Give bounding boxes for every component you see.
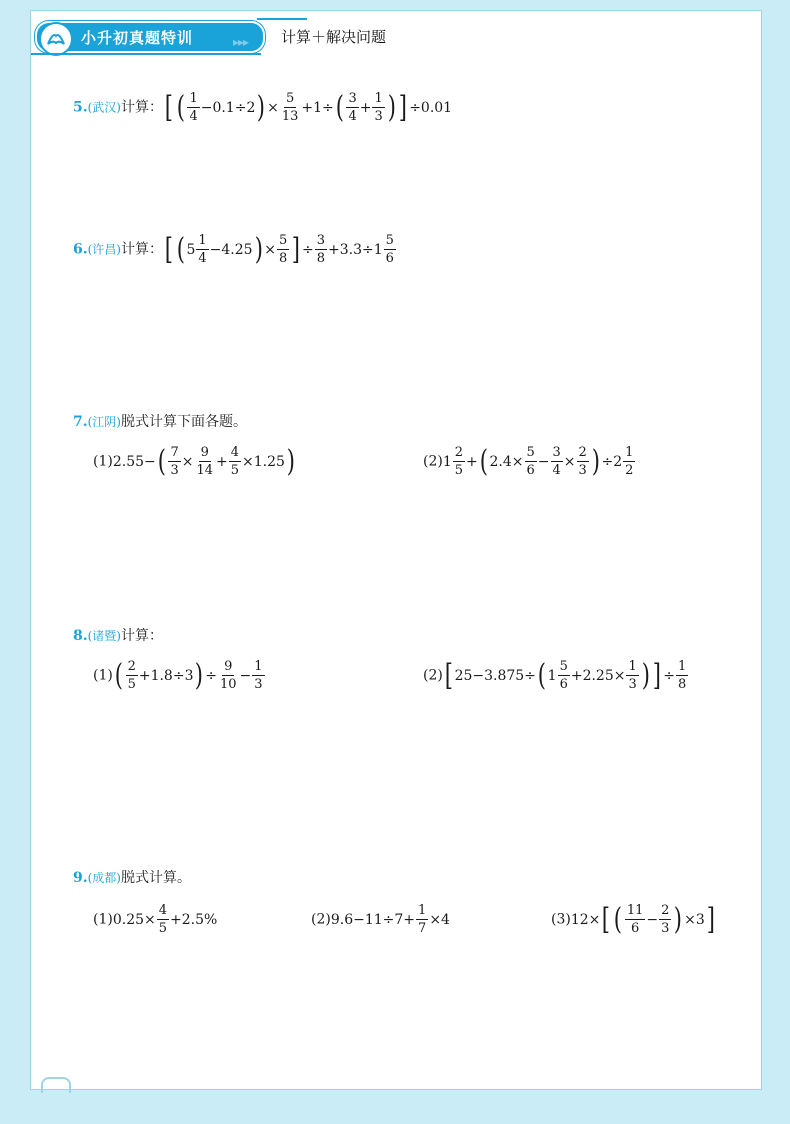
header-top-line — [257, 18, 307, 20]
question-8 — [73, 625, 163, 645]
question-number: 6. — [73, 241, 88, 258]
expression: 9.6−11÷7+ $\frac{1}{7}$ ×4 — [330, 903, 450, 936]
question-number: 5. — [73, 99, 88, 116]
expression: 12×[ ( $\frac{11}{6}$ − $\frac{2}{3}$ ) ×3] — [570, 901, 715, 937]
part-label: (2) — [311, 911, 331, 928]
expression: ( $\frac{2}{5}$ +1.8÷3) ÷ $\frac{9}{10}$ − $\frac{1}{3}$ — [114, 657, 263, 693]
expression: [ 25−3.875÷( 1 $\frac{5}{6}$ +2.25× $\frac{1}{3}$ ) ] ÷ $\frac{1}{8}$ — [444, 657, 687, 693]
question-source: (诸暨) — [87, 629, 121, 643]
question-source: (许昌) — [87, 242, 121, 257]
question-number: 7. — [73, 414, 88, 430]
part-label: (1) — [93, 667, 113, 684]
question-label: 计算： — [121, 99, 163, 116]
header-underline — [31, 53, 261, 55]
question-source: (江阴) — [87, 415, 121, 429]
book-logo-icon — [39, 22, 73, 56]
page-corner-decoration-icon — [41, 1077, 71, 1093]
question-label: 脱式计算。 — [121, 870, 191, 886]
expression: 1 $\frac{2}{5}$ +( 2.4× $\frac{5}{6}$ − $\frac{3}{4}$ × $\frac{2}{3}$ ) ÷2 $\frac{1}{2}$ — [442, 443, 634, 479]
question-9-part-2 — [311, 903, 450, 936]
part-label: (2) — [423, 453, 443, 470]
question-9-part-1 — [93, 903, 217, 936]
question-7-part-1 — [93, 445, 297, 478]
question-source: (成都) — [87, 871, 121, 885]
question-5 — [73, 91, 452, 124]
question-label: 计算： — [121, 628, 163, 644]
section-badge — [35, 21, 265, 53]
part-label: (3) — [551, 911, 571, 928]
question-8-part-2 — [423, 659, 689, 692]
question-6 — [73, 233, 397, 266]
question-8-part-1 — [93, 659, 266, 692]
worksheet-page — [30, 10, 762, 1090]
question-9 — [73, 867, 191, 887]
question-source: (武汉) — [87, 100, 121, 115]
question-number: 9. — [73, 870, 88, 886]
part-label: (2) — [423, 667, 443, 684]
part-label: (1) — [93, 911, 113, 928]
expression: 2.55−( $\frac{7}{3}$ × $\frac{9}{14}$ + $\frac{4}{5}$ ×1.25) — [112, 443, 295, 479]
expression: [ ( 5 $\frac{1}{4}$ −4.25) × $\frac{5}{8}$ ] ÷ $\frac{3}{8}$ +3.3÷1 $\frac{5}{6}$ — [164, 231, 394, 267]
page-header — [31, 11, 761, 53]
badge-text: 小升初真题特训 — [81, 29, 194, 47]
expression: 0.25× $\frac{4}{5}$ +2.5% — [112, 903, 218, 936]
part-label: (1) — [93, 453, 113, 470]
question-number: 8. — [73, 628, 88, 644]
question-9-part-3 — [551, 903, 716, 936]
question-label: 脱式计算下面各题。 — [121, 414, 247, 430]
expression: [ ( $\frac{1}{4}$ −0.1÷2) × $\frac{5}{13}$ +1÷( $\frac{3}{4}$ + $\frac{1}{3}$ ) ] ÷0.01 — [164, 89, 453, 125]
section-title: 计算＋解决问题 — [281, 28, 387, 46]
question-label: 计算： — [121, 241, 163, 258]
question-7 — [73, 411, 247, 431]
question-7-part-2 — [423, 445, 636, 478]
chevron-arrows-icon: ▸▸▸ — [233, 35, 249, 49]
